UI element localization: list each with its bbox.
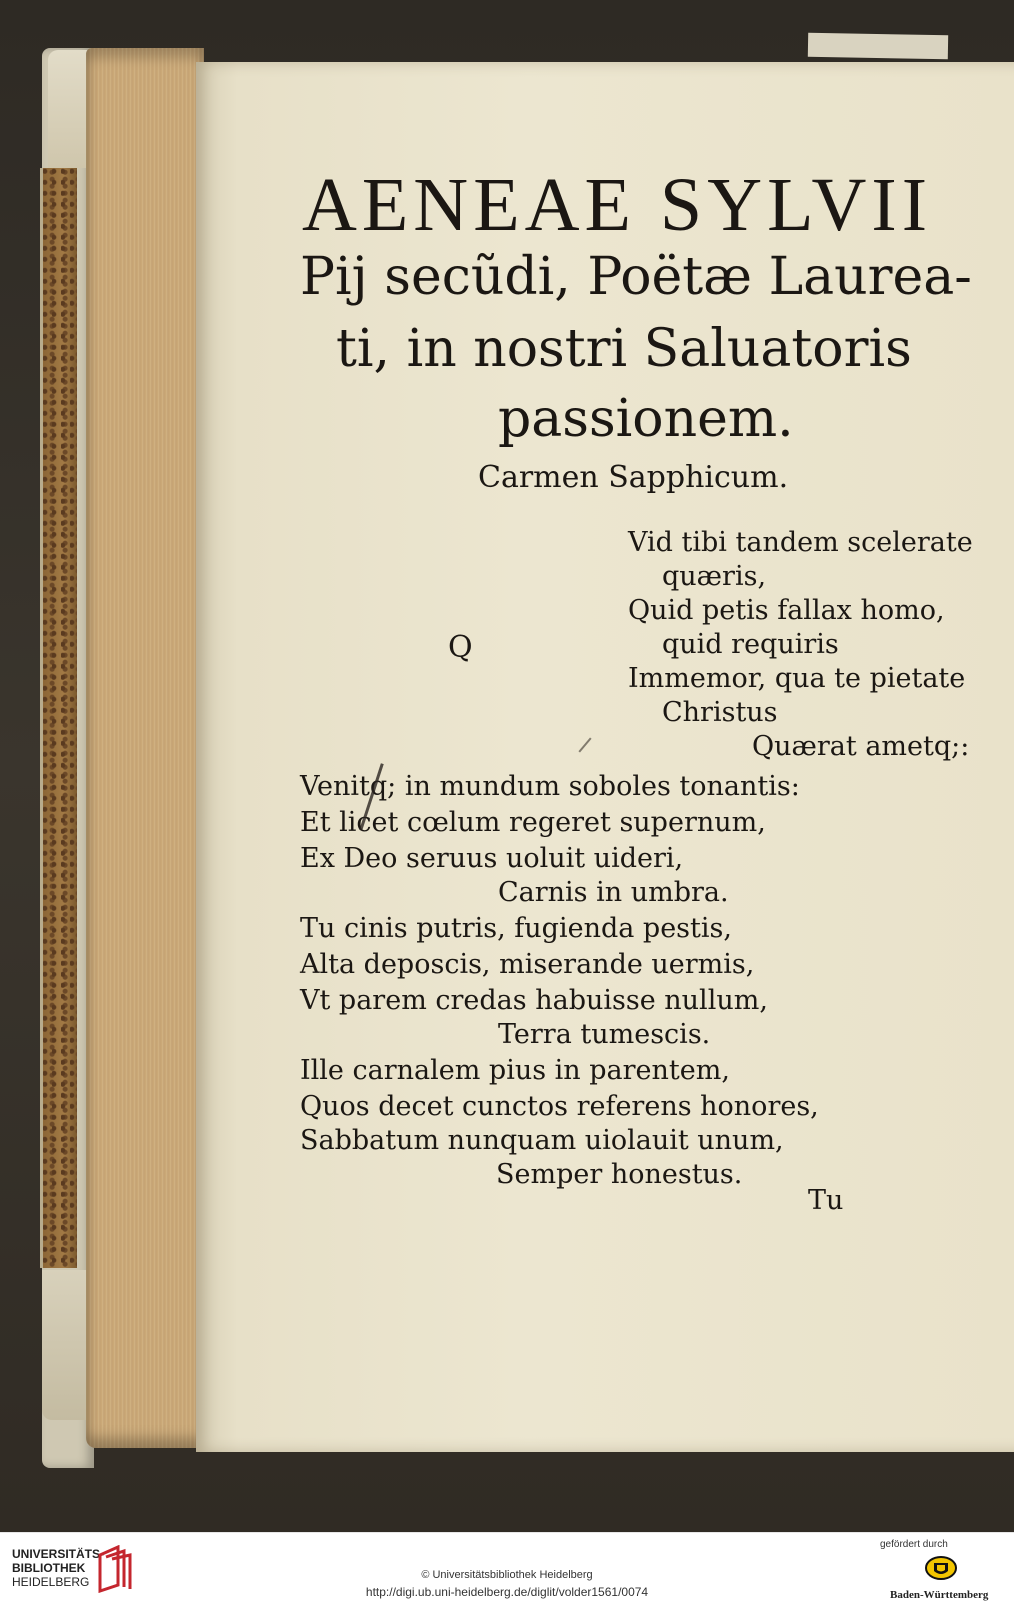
poem-subtitle: Carmen Sapphicum. [478,460,789,495]
title-line-4: passionem. [498,389,794,449]
verse-line-5: Tu cinis putris, fugienda pestis, [300,913,732,944]
marbled-cover-board [40,168,77,1268]
verse-line-11: Sabbatum nunquam uiolauit unum, [300,1125,784,1156]
title-line-2: Pij secũdi, Poëtæ Laurea- [300,247,972,307]
library-logo-line-2: BIBLIOTHEK [12,1561,86,1575]
opening-line-1: Vid tibi tandem scelerate [628,527,973,558]
sponsor-name: Baden-Württemberg [890,1589,989,1601]
verse-line-1: Venitq; in mundum soboles tonantis: [300,771,800,802]
title-line-1: AENEAE SYLVII [302,163,933,247]
verse-line-2: Et licet cœlum regeret supernum, [300,807,766,838]
verse-line-12: Semper honestus. [496,1159,743,1190]
title-line-3: ti, in nostri Saluatoris [336,319,912,379]
verse-line-3: Ex Deo seruus uoluit uideri, [300,843,684,874]
verse-line-10: Quos decet cunctos referens honores, [300,1091,819,1122]
opening-line-5: Immemor, qua te pietate [628,663,966,694]
verse-line-4: Carnis in umbra. [498,877,729,908]
opening-line-6: Christus [662,697,778,728]
opening-line-2: quæris, [662,561,767,592]
sponsor-label: gefördert durch [880,1539,948,1550]
viewer-footer [0,1532,1014,1610]
verse-line-9: Ille carnalem pius in parentem, [300,1055,730,1086]
drop-initial: Q [448,630,473,665]
baden-wuerttemberg-emblem-icon[interactable] [924,1555,958,1581]
verse-line-7: Vt parem credas habuisse nullum, [300,985,768,1016]
opening-line-3: Quid petis fallax homo, [628,595,945,626]
library-logo-line-3: HEIDELBERG [12,1575,90,1589]
opening-line-7: Quærat ametq;: [752,731,970,762]
verse-line-8: Terra tumescis. [498,1019,711,1050]
catchword: Tu [808,1185,844,1216]
library-logo-line-1: UNIVERSITÄTS- [12,1547,105,1561]
bookmark-strip [808,33,948,59]
permalink-url[interactable]: http://digi.ub.uni-heidelberg.de/diglit/volder1561/0074 [365,1585,649,1599]
page-edges [86,48,204,1448]
opening-line-4: quid requiris [662,629,839,660]
copyright-notice: © Universitätsbibliothek Heidelberg [421,1569,593,1581]
verse-line-6: Alta deposcis, miserande uermis, [300,949,755,980]
